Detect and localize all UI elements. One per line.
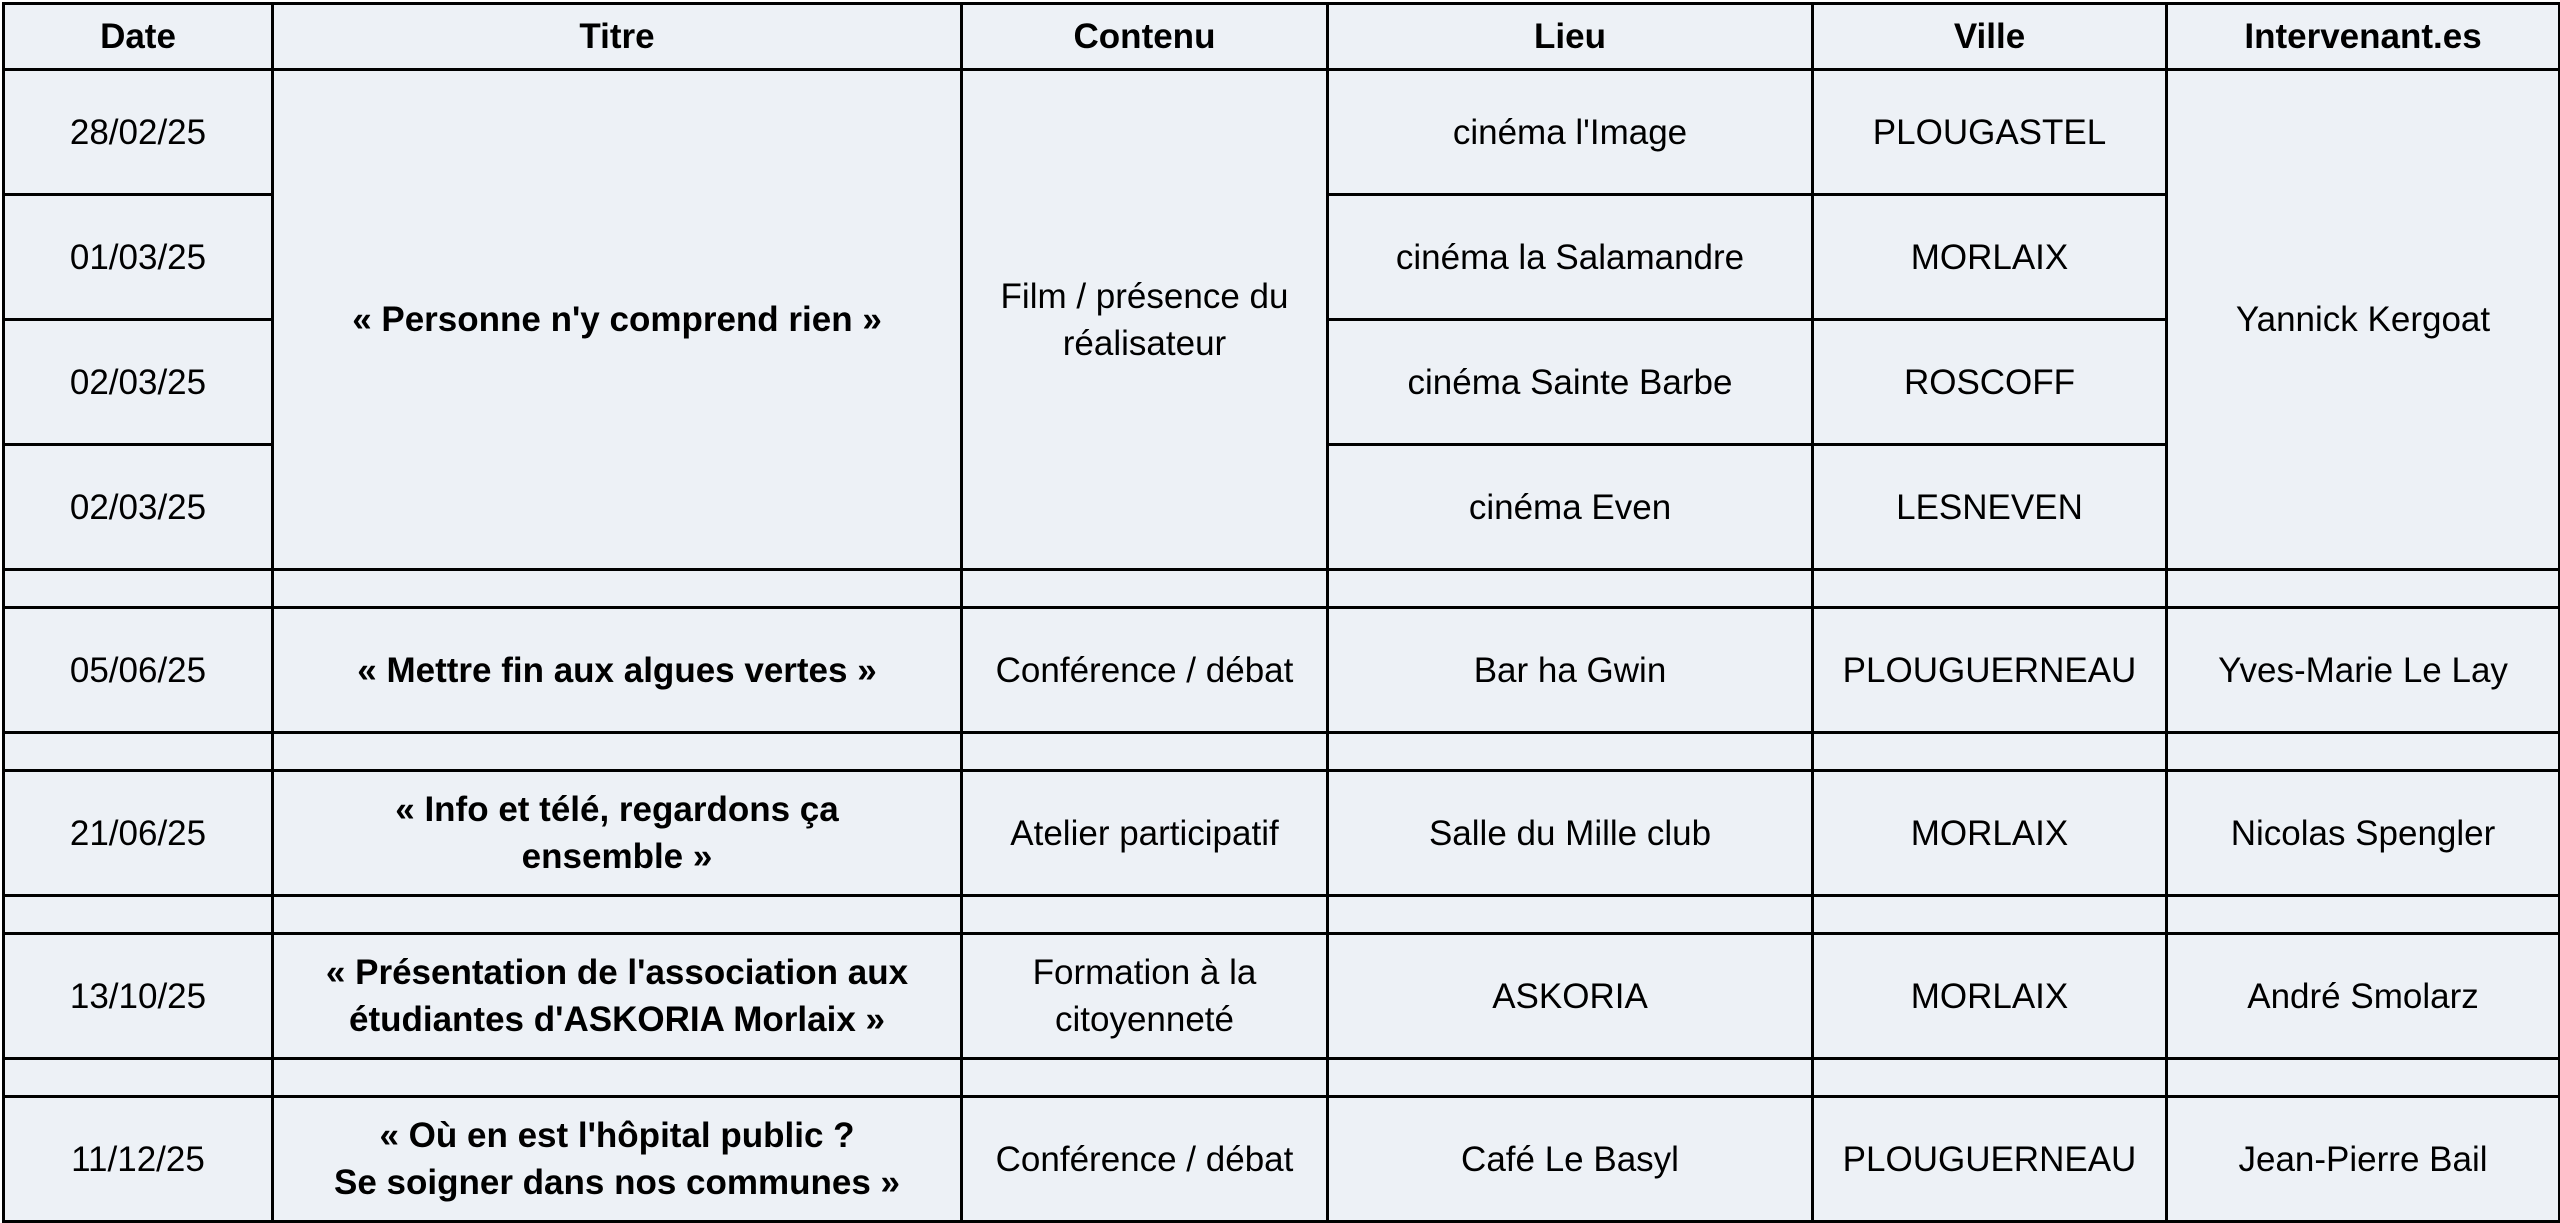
ville-cell: MORLAIX <box>1813 771 2167 896</box>
spacer-row <box>4 733 2560 771</box>
lieu-cell: cinéma Even <box>1328 445 1813 570</box>
date-cell: 28/02/25 <box>4 70 273 195</box>
title-cell <box>273 934 962 1059</box>
ville-cell: PLOUGUERNEAU <box>1813 1097 2167 1222</box>
date-cell: 05/06/25 <box>4 608 273 733</box>
lieu-cell: Bar ha Gwin <box>1328 608 1813 733</box>
date-cell: 11/12/25 <box>4 1097 273 1222</box>
title-cell: « Mettre fin aux algues vertes » <box>273 608 962 733</box>
contenu-line-2: citoyenneté <box>1054 1000 1235 1039</box>
header-date: Date <box>4 4 273 70</box>
table-row <box>4 70 2560 195</box>
ville-cell: LESNEVEN <box>1813 445 2167 570</box>
contenu-cell: Conférence / débat <box>962 1097 1328 1222</box>
lieu-cell: cinéma l'Image <box>1328 70 1813 195</box>
events-table <box>2 2 2560 1223</box>
contenu-cell: Film / présence du réalisateur <box>962 70 1328 570</box>
title-line-2: Se soigner dans nos communes » <box>334 1163 900 1202</box>
intervenant-cell: Yannick Kergoat <box>2167 70 2560 570</box>
ville-cell: MORLAIX <box>1813 195 2167 320</box>
title-line-1: « Info et télé, regardons ça <box>395 790 839 829</box>
spacer-row <box>4 1059 2560 1097</box>
title-line-2: étudiantes d'ASKORIA Morlaix » <box>348 1000 885 1039</box>
lieu-cell: ASKORIA <box>1328 934 1813 1059</box>
intervenant-cell: Yves-Marie Le Lay <box>2167 608 2560 733</box>
ville-cell: PLOUGUERNEAU <box>1813 608 2167 733</box>
title-cell <box>273 1097 962 1222</box>
header-contenu: Contenu <box>962 4 1328 70</box>
ville-cell: PLOUGASTEL <box>1813 70 2167 195</box>
table-row <box>4 1097 2560 1222</box>
header-intervenants: Intervenant.es <box>2167 4 2560 70</box>
header-row <box>4 4 2560 70</box>
date-cell: 02/03/25 <box>4 320 273 445</box>
lieu-cell: cinéma la Salamandre <box>1328 195 1813 320</box>
title-line-1: « Présentation de l'association aux <box>325 953 909 992</box>
contenu-line-1: Formation à la <box>1032 953 1257 992</box>
ville-cell: MORLAIX <box>1813 934 2167 1059</box>
table-row <box>4 608 2560 733</box>
lieu-cell: cinéma Sainte Barbe <box>1328 320 1813 445</box>
title-line-2: ensemble » <box>521 837 713 876</box>
date-cell: 21/06/25 <box>4 771 273 896</box>
contenu-cell: Atelier participatif <box>962 771 1328 896</box>
title-cell <box>273 771 962 896</box>
header-titre: Titre <box>273 4 962 70</box>
date-cell: 02/03/25 <box>4 445 273 570</box>
contenu-cell: Conférence / débat <box>962 608 1328 733</box>
intervenant-cell: Jean-Pierre Bail <box>2167 1097 2560 1222</box>
lieu-cell: Salle du Mille club <box>1328 771 1813 896</box>
date-cell: 01/03/25 <box>4 195 273 320</box>
intervenant-cell: Nicolas Spengler <box>2167 771 2560 896</box>
lieu-cell: Café Le Basyl <box>1328 1097 1813 1222</box>
ville-cell: ROSCOFF <box>1813 320 2167 445</box>
contenu-cell <box>962 934 1328 1059</box>
table-row <box>4 934 2560 1059</box>
spacer-row <box>4 896 2560 934</box>
header-ville: Ville <box>1813 4 2167 70</box>
spacer-row <box>4 570 2560 608</box>
intervenant-cell: André Smolarz <box>2167 934 2560 1059</box>
header-lieu: Lieu <box>1328 4 1813 70</box>
title-cell: « Personne n'y comprend rien » <box>273 70 962 570</box>
date-cell: 13/10/25 <box>4 934 273 1059</box>
title-line-1: « Où en est l'hôpital public ? <box>379 1116 855 1155</box>
table-row <box>4 771 2560 896</box>
